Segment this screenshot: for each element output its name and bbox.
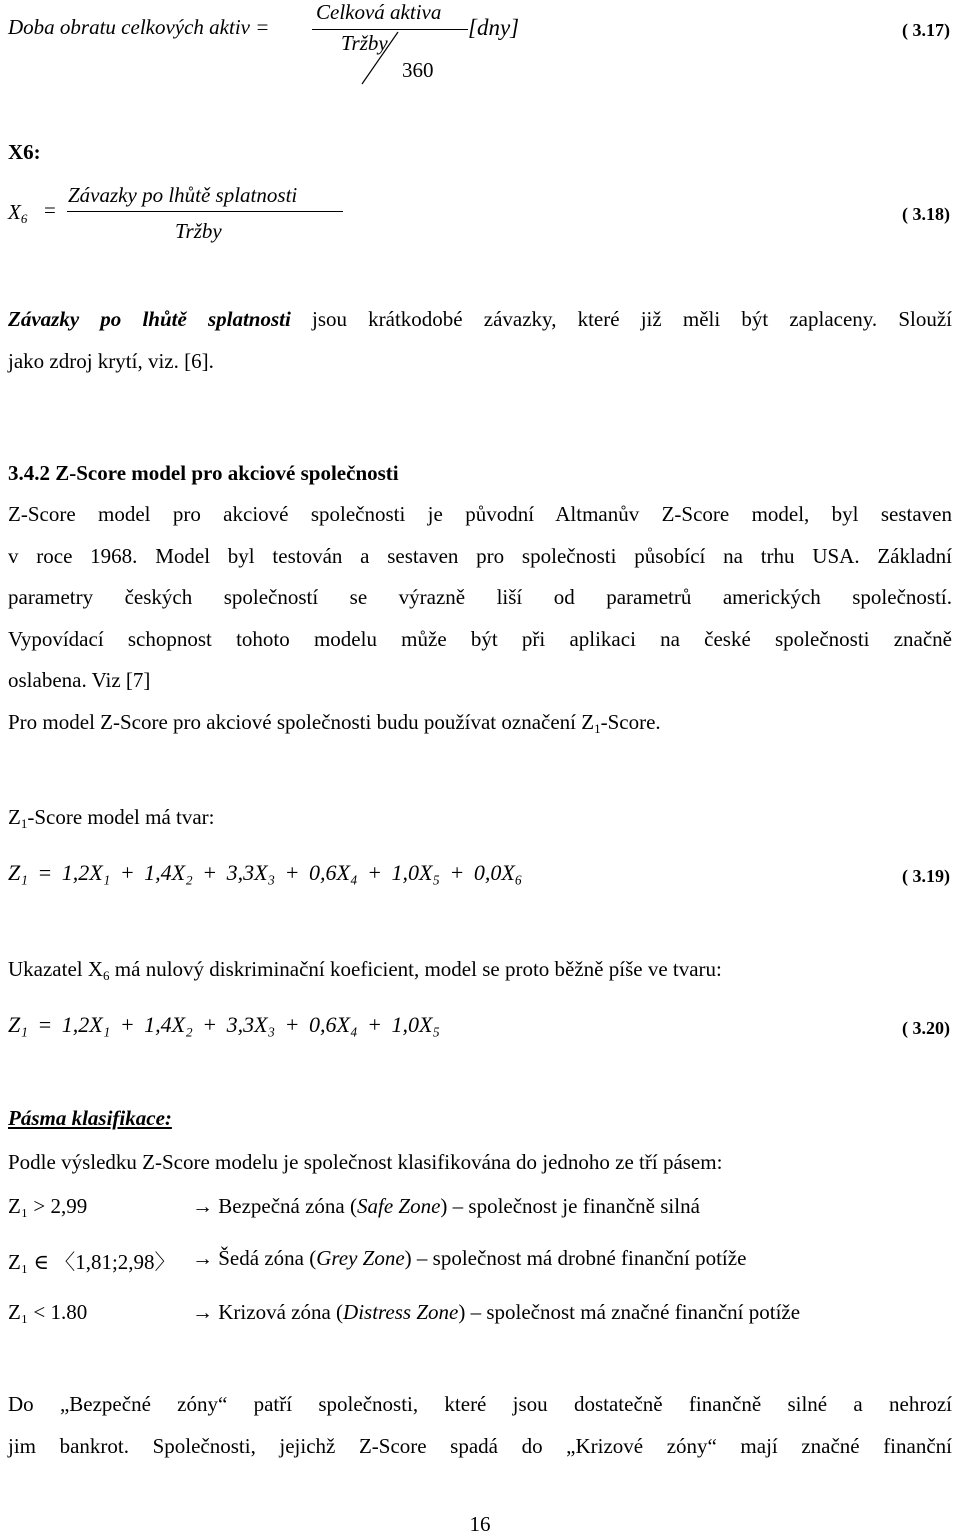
eq-unit: [dny] [468,15,520,40]
zone-grey-description: → Šedá zóna (Grey Zone) – společnost má drobné finanční potíže [192,1246,747,1270]
page-number: 16 [469,1512,491,1536]
usage-line: Pro model Z-Score pro akciové společnosti budu používat označení $Z_1$-Score. [8,709,661,736]
eq-formula: Z₁ = 1,2X₁ + 1,4X₂ + 3,3X₃ + 0,6X₄ + 1,0X₅ [8,1012,441,1037]
text-line: parametry českých společností se výrazně liší od parametrů amerických společností. [8,585,952,609]
classification-intro: Podle výsledku Z-Score modelu je společnost klasifikována do jednoho ze tří pásem: [8,1150,723,1174]
text-line: jim bankrot. Společnosti, jejichž Z-Score spadá do „Krizové zóny“ mají značné finanční [8,1433,952,1458]
equation-number: ( 3.17) [902,20,950,40]
eq-denominator: Tržby [175,219,222,243]
zone-distress-condition: Z₁ < 1.80 [8,1300,88,1324]
eq-numerator: Celková aktiva [316,0,442,24]
eq-numerator: Závazky po lhůtě splatnosti [68,183,298,207]
text-line: oslabena. Viz [7] [8,668,151,692]
paragraph-end [8,1384,952,1467]
fraction-line [67,211,343,212]
text-line: v roce 1968. Model byl testován a sestaven pro společnosti působící na trhu USA. Základní [8,543,952,568]
equation-number: ( 3.18) [902,204,950,224]
eq-lhs: $X_6$ [8,200,28,226]
diagonal-slash-icon [360,30,400,86]
zone-safe-description: → Bezpečná zóna (Safe Zone) – společnost je finančně silná [192,1194,700,1218]
eq-formula: Z₁ = 1,2X₁ + 1,4X₂ + 3,3X₃ + 0,6X₄ + 1,0X₅ + 0,0X₆ [8,860,523,885]
paragraph-zavazky [8,299,952,382]
eq-lhs: Doba obratu celkových aktiv = [8,15,270,39]
text-line: Z-Score model pro akciové společnosti je původní Altmanův Z-Score model, byl sestaven [8,502,952,526]
paragraph-x6: Ukazatel $X_6$ má nulový diskriminační koeficient, model se proto běžně píše ve tvaru: [8,957,722,983]
equation-number: ( 3.20) [902,1018,950,1038]
zone-grey-condition: Z₁ ∈ 〈1,81;2,98〉 [8,1250,176,1274]
model-form-label: $Z_1$-Score model má tvar: [8,805,215,831]
text-line: jako zdroj krytí, viz. [6]. [8,348,214,373]
eq-equals: = [44,198,56,222]
section-heading: 3.4.2 Z-Score model pro akciové společnosti [8,461,399,485]
equation-number: ( 3.19) [902,866,950,886]
text-line: Do „Bezpečné zóny“ patří společnosti, které jsou dostatečně finančně silné a nehrozí [8,1392,952,1416]
paragraph-intro [8,494,952,749]
zone-safe-condition: Z₁ > 2,99 [8,1194,88,1218]
eq-denominator-sub: 360 [402,58,434,82]
x6-heading: X6: [8,140,41,164]
classification-heading: Pásma klasifikace: [8,1106,172,1130]
eq-denominator: Tržby [341,31,388,55]
text-line: Vypovídací schopnost tohoto modelu může být při aplikaci na české společnosti značně [8,626,952,651]
zone-distress-description: → Krizová zóna (Distress Zone) – společnost má značné finanční potíže [192,1300,801,1324]
text-line: Závazky po lhůtě splatnosti jsou krátkodobé závazky, které již měli být zaplaceny. Slouží [8,307,952,331]
